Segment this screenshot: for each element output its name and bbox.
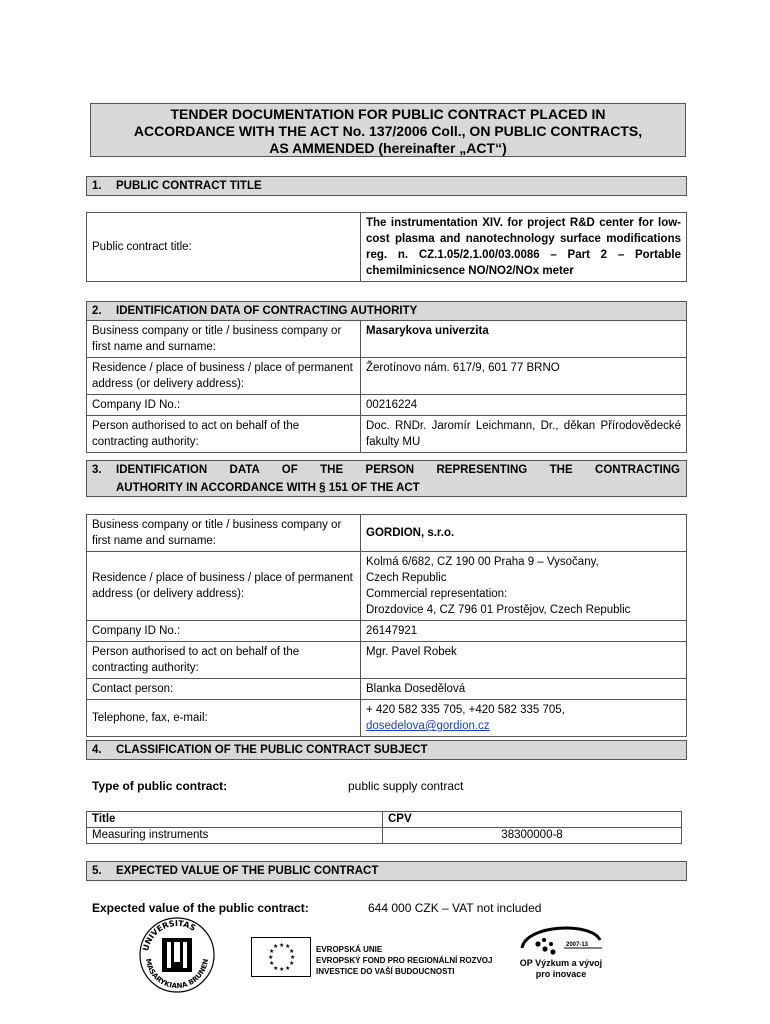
address-line: Czech Republic: [366, 572, 447, 584]
section-1-heading: [86, 176, 687, 196]
phone-fax: + 420 582 335 705, +420 582 335 705,: [366, 704, 565, 716]
section-title: AUTHORITY IN ACCORDANCE WITH § 151 OF THE ACT: [116, 482, 420, 494]
section-number: 2.: [92, 305, 102, 317]
document-title-line: ACCORDANCE WITH THE ACT No. 137/2006 Coll., ON PUBLIC CONTRACTS,: [133, 123, 643, 139]
section-3-table: [86, 514, 687, 737]
document-title-line: AS AMMENDED (hereinafter „ACT“): [269, 140, 507, 156]
svg-text:★: ★: [269, 960, 275, 967]
section-3-heading: [86, 460, 687, 497]
op-line: pro inovace: [535, 969, 587, 979]
field-value: 26147921: [361, 621, 687, 642]
eu-stars-icon: [252, 938, 310, 976]
svg-text:★: ★: [289, 948, 295, 955]
classification-table: [86, 811, 682, 844]
section-title: IDENTIFICATION DATA OF CONTRACTING AUTHORITY: [116, 305, 418, 317]
op-text: [506, 958, 616, 980]
field-label: Business company or title / business company or first name and surname:: [87, 321, 361, 358]
op-line: OP Výzkum a vývoj: [519, 958, 603, 968]
item-title: Measuring instruments: [87, 828, 383, 844]
expected-value: 644 000 CZK – VAT not included: [368, 901, 542, 915]
svg-text:★: ★: [268, 954, 274, 961]
address-line: Commercial representation:: [366, 588, 508, 600]
eu-text: [316, 944, 492, 977]
field-value: [361, 552, 687, 621]
section-2-heading: [86, 301, 687, 321]
section-title: EXPECTED VALUE OF THE PUBLIC CONTRACT: [116, 865, 379, 877]
section-4-heading: [86, 740, 687, 760]
field-label: Telephone, fax, e-mail:: [87, 700, 361, 737]
section-number: 4.: [92, 744, 102, 756]
address-line: Drozdovice 4, CZ 796 01 Prostějov, Czech Republic: [366, 604, 631, 616]
field-label: Person authorised to act on behalf of the contracting authority:: [87, 642, 361, 679]
svg-text:★: ★: [279, 942, 285, 949]
section-title: PUBLIC CONTRACT TITLE: [116, 180, 262, 192]
university-seal-logo: [138, 916, 216, 994]
svg-text:MASARYKIANA BRUNENSIS: MASARYKIANA BRUNEN: [143, 957, 211, 991]
contract-type-value: public supply contract: [348, 779, 464, 793]
field-label: Person authorised to act on behalf of the contracting authority:: [87, 416, 361, 453]
field-label: Residence / place of business / place of permanent address (or delivery address):: [87, 552, 361, 621]
eu-flag-logo: [251, 937, 311, 977]
field-value: Masarykova univerzita: [361, 321, 687, 358]
svg-text:★: ★: [285, 965, 291, 972]
column-header: CPV: [383, 812, 682, 828]
field-value: 00216224: [361, 395, 687, 416]
field-value: GORDION, s.r.o.: [361, 515, 687, 552]
expected-value-label: Expected value of the public contract:: [92, 901, 309, 915]
field-value: Blanka Dosedělová: [361, 679, 687, 700]
document-title: [90, 103, 686, 157]
field-label: Residence / place of business / place of permanent address (or delivery address):: [87, 358, 361, 395]
field-value: Mgr. Pavel Robek: [361, 642, 687, 679]
document-title-line: TENDER DOCUMENTATION FOR PUBLIC CONTRACT PLACED IN: [170, 106, 606, 122]
svg-text:★: ★: [289, 960, 295, 967]
contract-type-label: Type of public contract:: [92, 779, 228, 793]
op-year: 2007-13: [566, 942, 589, 948]
item-cpv: 38300000-8: [383, 828, 682, 844]
field-value: Doc. RNDr. Jaromír Leichmann, Dr., děkan Přírodovědecké fakulty MU: [361, 416, 687, 453]
section-title: IDENTIFICATION DATA OF THE PERSON REPRESENTING THE CONTRACTING: [116, 464, 680, 476]
field-label: Contact person:: [87, 679, 361, 700]
eu-line: EVROPSKÝ FOND PRO REGIONÁLNÍ ROZVOJ: [316, 956, 493, 965]
field-label: Business company or title / business company or first name and surname:: [87, 515, 361, 552]
section-number: 3.: [92, 464, 102, 476]
svg-text:★: ★: [279, 966, 285, 973]
svg-text:★: ★: [273, 965, 279, 972]
field-label: Company ID No.:: [87, 395, 361, 416]
field-label: Public contract title:: [87, 213, 361, 282]
svg-text:★: ★: [269, 948, 275, 955]
section-title: CLASSIFICATION OF THE PUBLIC CONTRACT SUBJECT: [116, 744, 428, 756]
column-header: Title: [87, 812, 383, 828]
field-value: Žerotínovo nám. 617/9, 601 77 BRNO: [361, 358, 687, 395]
address-line: Kolmá 6/682, CZ 190 00 Praha 9 – Vysočany,: [366, 556, 599, 568]
svg-text:★: ★: [285, 943, 291, 950]
eu-line: EVROPSKÁ UNIE: [316, 945, 383, 954]
field-value: [361, 700, 687, 737]
university-seal-icon: [138, 916, 216, 994]
field-label: Company ID No.:: [87, 621, 361, 642]
section-1-table: [86, 212, 687, 282]
email-link[interactable]: dosedelova@gordion.cz: [366, 720, 490, 732]
svg-text:★: ★: [273, 943, 279, 950]
section-number: 1.: [92, 180, 102, 192]
section-number: 5.: [92, 865, 102, 877]
section-2-table: [86, 320, 687, 453]
section-5-heading: [86, 861, 687, 881]
eu-line: INVESTICE DO VAŠÍ BUDOUCNOSTI: [316, 967, 455, 976]
svg-text:UNIVERSITAS: UNIVERSITAS: [141, 918, 198, 952]
svg-text:★: ★: [290, 954, 296, 961]
contract-title-value: The instrumentation XIV. for project R&D center for low-cost plasma and nanotechnology surface modifications reg. n. CZ.1.05/2.1.00/03.0086 – Part 2 – Portable chemilminicsence NO/NO2/NOx meter: [361, 213, 687, 282]
